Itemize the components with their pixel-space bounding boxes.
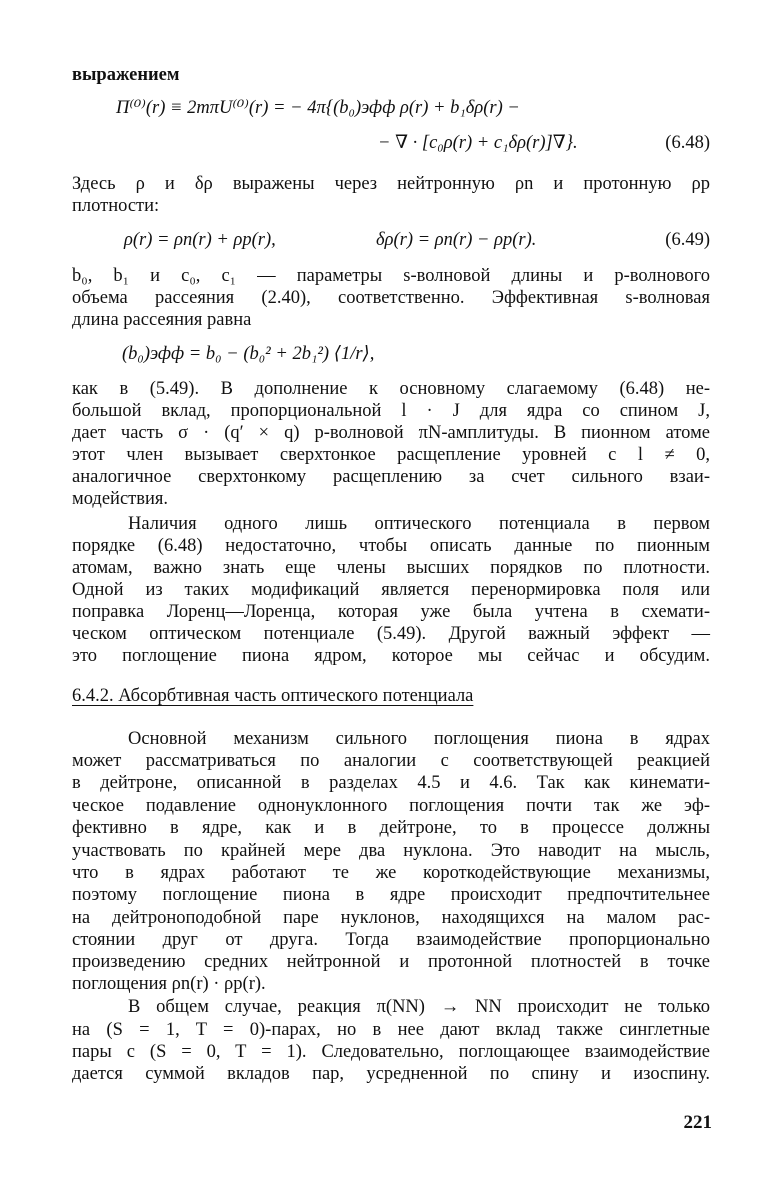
equation-number: (6.48)	[665, 133, 710, 153]
text-line: участвовать по крайней мере два нуклона. Это наводит на мысль,	[72, 841, 710, 861]
text-line: пары с (S = 0, T = 1). Следовательно, поглощающее взаимодействие	[72, 1042, 710, 1062]
text-line: Здесь ρ и δρ выражены через нейтронную ρn и протонную ρp	[72, 174, 710, 194]
text-line: фективно в ядре, как и в дейтроне, то в процессе должны	[72, 818, 710, 838]
text-line: дается суммой вкладов пар, усредненной по спину и изоспину.	[72, 1064, 710, 1084]
text-line: это поглощение пиона ядром, которое мы сейчас и обсудим.	[72, 646, 710, 666]
equation-6-48-line1: Π⁽⁰⁾(r) ≡ 2mπU⁽⁰⁾(r) = − 4π{(b₀)эфф ρ(r) + b₁δρ(r) −	[116, 98, 520, 118]
equation-6-48-line2: − ∇ · [c₀ρ(r) + c₁δρ(r)]∇}.	[378, 133, 578, 153]
text-line: поглощения ρn(r) · ρp(r).	[72, 974, 266, 994]
text-line: большой вклад, пропорциональной l · J для ядра со спином J,	[72, 401, 710, 421]
text-line: длина рассеяния равна	[72, 310, 252, 330]
equation-effective-length: (b₀)эфф = b₀ − (b₀² + 2b₁²) ⟨1/r⟩,	[122, 344, 375, 364]
text-line: что в ядрах работают те же короткодействующие механизмы,	[72, 863, 710, 883]
text-line: объема рассеяния (2.40), соответственно. Эффективная s-волновая	[72, 288, 710, 308]
text-line: модействия.	[72, 489, 169, 509]
equation-number: (6.49)	[665, 230, 710, 250]
text-line: плотности:	[72, 196, 160, 216]
text-line: поправка Лоренц—Лоренца, которая уже была учтена в схемати-	[72, 602, 710, 622]
page-number: 221	[683, 1112, 712, 1133]
text-line: на (S = 1, T = 0)-парах, но в нее дают вклад также синглетные	[72, 1020, 710, 1040]
equation-6-49-right: δρ(r) = ρn(r) − ρp(r).	[376, 230, 537, 250]
text-line: стоянии друг от друга. Тогда взаимодействие пропорционально	[72, 930, 710, 950]
text-line: В общем случае, реакция π(NN) → NN происходит не только	[128, 997, 710, 1017]
text-line: поэтому поглощение пиона в ядре происходит предпочтительнее	[72, 885, 710, 905]
text-line: Наличия одного лишь оптического потенциала в первом	[128, 514, 710, 534]
text-line: b₀, b₁ и c₀, c₁ — параметры s-волновой длины и p-волнового	[72, 266, 710, 286]
text-line: выражением	[72, 65, 180, 85]
equation-6-49-left: ρ(r) = ρn(r) + ρp(r),	[124, 230, 276, 250]
text-line: ческом оптическом потенциале (5.49). Другой важный эффект —	[72, 624, 710, 644]
text-line: как в (5.49). В дополнение к основному слагаемому (6.48) не-	[72, 379, 710, 399]
text-line: Основной механизм сильного поглощения пиона в ядрах	[128, 729, 710, 749]
text-line: дает часть σ · (q′ × q) p-волновой πN-амплитуды. В пионном атоме	[72, 423, 710, 443]
section-heading: 6.4.2. Абсорбтивная часть оптического потенциала	[72, 686, 474, 706]
text-line: этот член вызывает сверхтонкое расщепление уровней с l ≠ 0,	[72, 445, 710, 465]
text-line: может рассматриваться по аналогии с соответствующей реакцией	[72, 751, 710, 771]
text-line: в дейтроне, описанной в разделах 4.5 и 4.6. Так как кинемати-	[72, 773, 710, 793]
text-line: произведению средних нейтронной и протонной плотностей в точке	[72, 952, 710, 972]
text-line: Одной из таких модификаций является перенормировка поля или	[72, 580, 710, 600]
text-line: на дейтроноподобной паре нуклонов, находящихся на малом рас-	[72, 908, 710, 928]
text-line: атомам, важно знать еще члены высших порядков по плотности.	[72, 558, 710, 578]
text-line: ческое подавление однонуклонного поглощения почти так же эф-	[72, 796, 710, 816]
text-line: порядке (6.48) недостаточно, чтобы описать данные по пионным	[72, 536, 710, 556]
text-line: аналогичное сверхтонкому расщеплению за счет сильного взаи-	[72, 467, 710, 487]
